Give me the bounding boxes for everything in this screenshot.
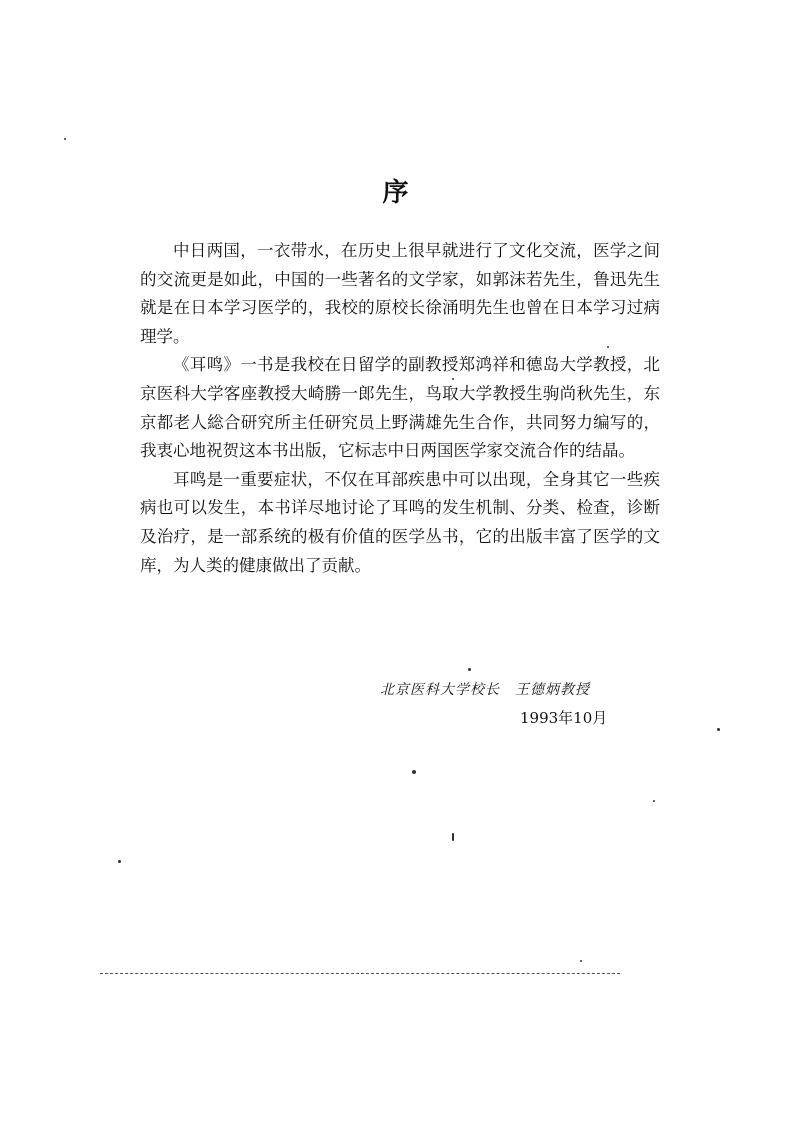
page-title: 序 <box>382 178 411 208</box>
scan-speck <box>653 800 655 802</box>
signature-date: 1993年10月 <box>520 709 608 727</box>
scan-speck <box>452 378 454 380</box>
paragraph-3: 耳鸣是一重要症状，不仅在耳部疾患中可以出现，全身其它一些疾病也可以发生，本书详尽地讨论了耳鸣的发生机制、分类、检查，诊断及治疗，是一部系统的极有价值的医学丛书，它的出版丰富了医学的文库，为人类的健康做出了贡献。 <box>140 469 660 575</box>
paragraph-2: 《耳鸣》一书是我校在日留学的副教授郑鸿祥和德岛大学教授，北京医科大学客座教授大崎勝一郎先生，鸟取大学教授生驹尚秋先生，东京都老人総合研究所主任研究员上野满雄先生合作，共同努力编写的，我衷心地祝贺这本书出版，它标志中日两国医学家交流合作的结晶。 <box>140 355 660 461</box>
bottom-scan-line <box>100 973 620 974</box>
paragraph-1: 中日两国，一衣带水，在历史上很早就进行了文化交流，医学之间的交流更是如此，中国的一些著名的文学家，如郭沫若先生，鲁迅先生就是在日本学习医学的，我校的原校长徐涌明先生也曾在日本学习过病理学。 <box>140 241 660 346</box>
scan-speck <box>452 833 454 841</box>
preface-body <box>140 237 660 580</box>
scan-speck <box>580 960 582 962</box>
scan-speck <box>468 668 471 671</box>
scan-speck <box>118 860 121 863</box>
scan-speck <box>412 770 416 774</box>
scan-speck <box>607 346 609 348</box>
scan-speck <box>717 728 720 731</box>
scan-speck <box>64 138 66 140</box>
signature-title: 北京医科大学校长 王德炳教授 <box>380 682 590 698</box>
